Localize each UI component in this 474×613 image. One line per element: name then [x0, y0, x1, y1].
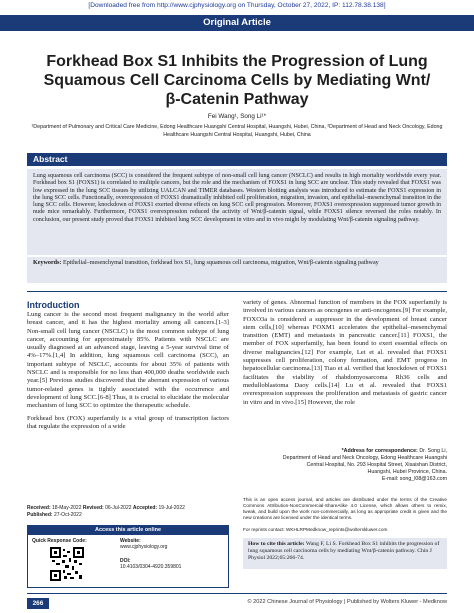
- website-link[interactable]: www.cjphysiology.org: [120, 544, 168, 551]
- section-divider: [27, 291, 447, 292]
- introduction-heading: Introduction: [27, 300, 80, 310]
- abstract-body: Lung squamous cell carcinoma (SCC) is considered the frequent subtype of non‑small cell lung cancer (NSCLC) and results in high mortality worldwide every year. Forkhead box S1 (FOXS1) is correlated to multiple cancers, but the role and the mechanism of FOXS1 in lung SCC are unclear. This study revealed that FOXS1 was low expressed in the lung SCC tissues by utilizing UALCAN and TIMER databases. Western blotting analysis was introduced to estimate the FOXS1 expression in the lung SCC cells. Functionally, overexpression of FOXS1 dramatically inhibited cell proliferation, migration, invasion, and epithelial–mesenchymal transition in the lung SCC cells. However, knockdown of FOXS1 exerted diverse effects on lung SCC cell progression. Moreover, FOXS1 overexpression suppressed tumor growth in nude mice remarkably. Furthermore, FOXS1 overexpression reduced the activity of Wnt/β‑catenin signal, while FOXS1 silence reversed the roles notably. In conclusion, our present study proved that FOXS1 inhibited lung SCC development in vitro and in vivo might by modulating Wnt/β‑catenin signaling pathway.: [27, 169, 447, 255]
- body-column-right: [243, 299, 447, 445]
- correspondence-email[interactable]: E‑mail: song_l08@163.com: [381, 476, 447, 482]
- revised-label: Revised:: [82, 505, 104, 511]
- access-box-heading: Access this article online: [28, 526, 228, 535]
- access-info: [120, 538, 226, 570]
- revised-date: 06‑Jul‑2022: [105, 505, 132, 511]
- footer-divider: [27, 593, 447, 594]
- doi-label: DOI:: [120, 557, 131, 564]
- article-title: Forkhead Box S1 Inhibits the Progression of Lung Squamous Cell Carcinoma Cells by Mediating Wnt/β‑Catenin Pathway: [43, 53, 431, 108]
- license-text: This is an open access journal, and articles are distributed under the terms of the Creative Commons Attribution‑NonCommercial‑ShareAlike 4.0 License, which allows others to remix, tweak, and build upon the work non‑commercially, as long as appropriate credit is given and the new creations are licensed under the identical terms.: [243, 497, 447, 520]
- citation-text: Wang F, Li S. Forkhead Box S1 inhibits the progression of lung squamous cell carcinoma cells by mediating Wnt/β‑catenin pathway. Chin J Physiol 2022;65:266‑74.: [248, 541, 440, 561]
- submission-dates: [27, 505, 229, 519]
- correspondence-line: Department of Head and Neck Oncology, Edong Healthcare Huangshi: [282, 455, 447, 461]
- accepted-date: 19‑Jul‑2022: [158, 505, 185, 511]
- intro-paragraph-3: variety of genes. Abnormal function of members in the FOX superfamily is involved in various cancers as oncogenes or anti‑oncogenes.[9] For example, FOXO3a is considered a suppressor in the development of breast cancer stem cells,[10] whereas FOXM1 accelerates the epithelial–mesenchymal transition (EMT) and metastasis in pancreatic cancer.[11] FOXS1, the member of FOX superfamily, has been found to exert essential effects on diverse malignancies.[12] For example, Lei et al. revealed that FOXS1 suppresses cell proliferation, colony formation, and EMT progress in hepatocellular carcinoma.[13] Tiao et al. verified that knockdown of FOXS1 facilitates the viability of rhabdomyosarcoma Rh36 cells and medulloblastoma Daoy cells.[14] Lu et al. revealed that FOXS1 overexpression suppresses the proliferation and metastasis of gastric cancer in vitro and in vivo.[15] However, the role: [243, 299, 447, 406]
- qr-code-label: Quick Response Code:: [32, 538, 87, 544]
- footer-copyright: © 2022 Chinese Journal of Physiology | Published by Wolters Kluwer ‑ Medknow: [247, 599, 447, 605]
- correspondence-name: Dr. Song Li,: [419, 448, 447, 454]
- published-date: 27‑Oct‑2022: [53, 512, 82, 518]
- received-label: Received:: [27, 505, 51, 511]
- published-label: Published:: [27, 512, 53, 518]
- keywords-box: [27, 257, 447, 283]
- body-column-left: [27, 311, 229, 501]
- correspondence-block: [243, 448, 447, 494]
- citation-label: How to cite this article:: [248, 541, 305, 547]
- website-label: Website:: [120, 538, 141, 544]
- author-list: Fei Wang¹, Song Li¹*: [207, 113, 267, 120]
- download-banner: [Downloaded free from http://www.cjphysiology.org on Thursday, October 27, 2022, IP: 112.78.38.138]: [88, 2, 386, 9]
- correspondence-line: Huangshi, Hubei Province, China.: [367, 469, 447, 475]
- article-type-bar: Original Article: [0, 15, 474, 31]
- intro-paragraph-2: Forkhead box (FOX) superfamily is a vital group of transcription factors that regulate the expression of a wide: [27, 414, 229, 430]
- correspondence-label: *Address for correspondence:: [341, 448, 418, 454]
- affiliation: ¹Department of Pulmonary and Critical Care Medicine, Edong Healthcare Huangshi Central Hospital, Huangshi, Hubei, China, ²Department of Head and Neck Oncology, Edong Healthcare Huangshi Central Hospital, Huangshi, Hubei, China: [31, 124, 443, 138]
- received-date: 18‑May‑2022: [52, 505, 82, 511]
- doi-link[interactable]: 10.4103/0304‑4920.359801: [120, 563, 182, 570]
- keywords-text: Epithelial–mesenchymal transition, forkhead box S1, lung squamous cell carcinoma, migration, Wnt/β‑catenin signaling pathway: [62, 260, 379, 266]
- page-number: 266: [27, 598, 49, 609]
- reprints-contact[interactable]: For reprints contact: WKHLRPMedknow_reprints@wolterskluwer.com: [243, 527, 388, 532]
- keywords-label: Keywords:: [33, 260, 62, 266]
- qr-code-icon[interactable]: [50, 547, 84, 581]
- intro-paragraph-1: Lung cancer is the second most frequent malignancy in the world after breast cancer, and it has the highest mortality among all cancers.[1‑3] Non‑small cell lung cancer (NSCLC) is the most common subtype of lung cancer, accounting for approximately 85%. Patients with NSCLC are usually diagnosed at an advanced stage, leaving a 5‑year survival time of 4%–17%.[1,4] In addition, lung squamous cell carcinoma (SCC), an important subtype of NSCLC, accounts for about 35% of patients with NSCLC and is responsible for no less than 400,000 deaths worldwide each year.[5] Previous studies discovered that the aberrant expression of various tumor‑related genes is tightly associated with the occurrence and development of lung SCC.[6‑8] Thus, it is crucial to elucidate the molecular mechanism of lung SCC to optimize the therapeutic schedule.: [27, 311, 229, 410]
- abstract-heading: Abstract: [27, 153, 447, 166]
- access-online-box: [27, 525, 229, 588]
- accepted-label: Accepted:: [132, 505, 158, 511]
- correspondence-line: Central Hospital, No. 293 Hospital Street, Xisaishan District,: [306, 462, 447, 468]
- citation-box: [243, 538, 447, 569]
